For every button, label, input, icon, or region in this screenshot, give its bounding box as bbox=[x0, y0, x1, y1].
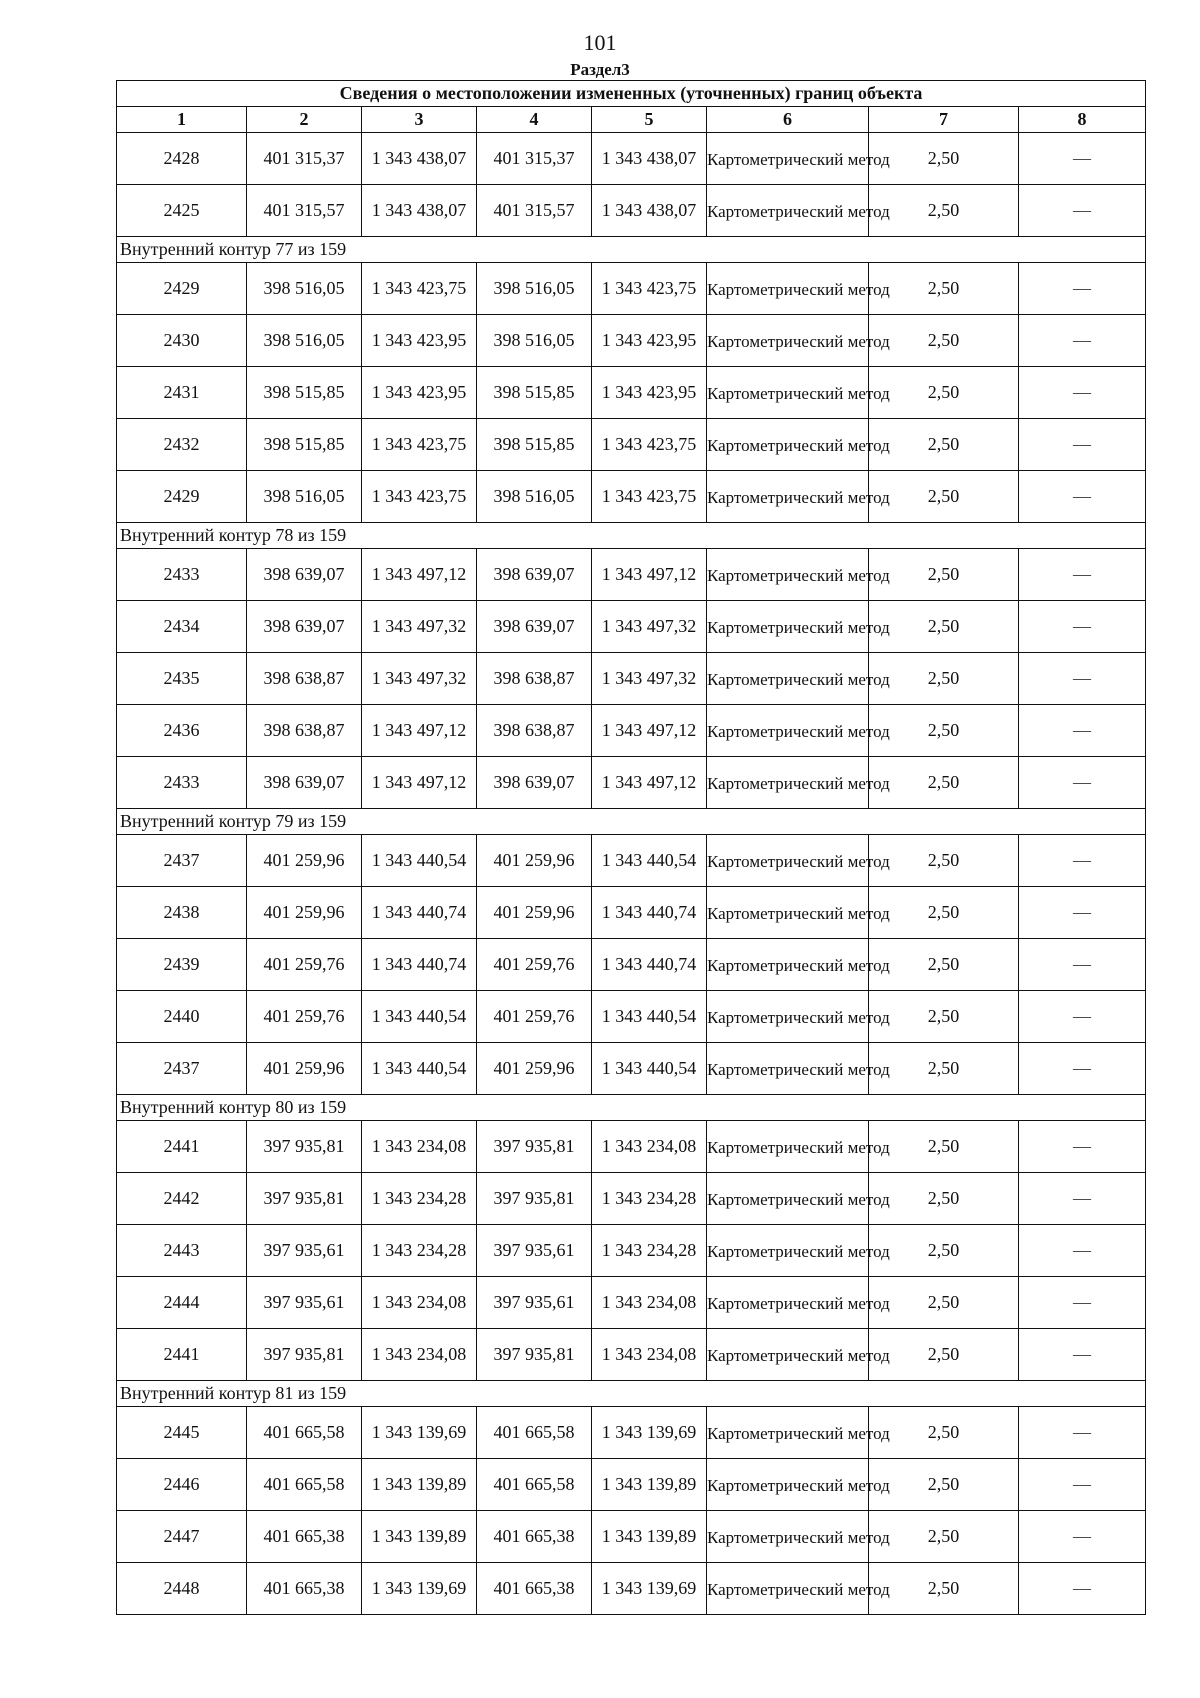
x-coordinate-cell: 401 665,58 bbox=[247, 1407, 362, 1459]
x-coordinate-new-cell: 398 516,05 bbox=[477, 263, 592, 315]
method-cell: Картометрический метод bbox=[707, 835, 869, 887]
x-coordinate-cell: 401 259,76 bbox=[247, 991, 362, 1043]
table-row bbox=[117, 653, 1146, 705]
method-cell: Картометрический метод bbox=[707, 263, 869, 315]
point-number-cell: 2425 bbox=[117, 185, 247, 237]
description-cell: — bbox=[1019, 991, 1146, 1043]
x-coordinate-new-cell: 401 259,96 bbox=[477, 887, 592, 939]
y-coordinate-new-cell: 1 343 423,95 bbox=[592, 367, 707, 419]
x-coordinate-new-cell: 398 639,07 bbox=[477, 757, 592, 809]
description-cell: — bbox=[1019, 757, 1146, 809]
table-row bbox=[117, 315, 1146, 367]
description-cell: — bbox=[1019, 367, 1146, 419]
precision-cell: 2,50 bbox=[869, 1121, 1019, 1173]
point-number-cell: 2436 bbox=[117, 705, 247, 757]
table-row bbox=[117, 1511, 1146, 1563]
y-coordinate-new-cell: 1 343 139,69 bbox=[592, 1407, 707, 1459]
precision-cell: 2,50 bbox=[869, 1043, 1019, 1095]
x-coordinate-cell: 397 935,61 bbox=[247, 1225, 362, 1277]
point-number-cell: 2439 bbox=[117, 939, 247, 991]
y-coordinate-cell: 1 343 440,54 bbox=[362, 835, 477, 887]
method-cell: Картометрический метод bbox=[707, 601, 869, 653]
contour-heading-row bbox=[117, 809, 1146, 835]
x-coordinate-cell: 398 515,85 bbox=[247, 367, 362, 419]
point-number-cell: 2443 bbox=[117, 1225, 247, 1277]
column-header: 6 bbox=[707, 107, 869, 133]
precision-cell: 2,50 bbox=[869, 835, 1019, 887]
method-cell: Картометрический метод bbox=[707, 1407, 869, 1459]
y-coordinate-new-cell: 1 343 423,75 bbox=[592, 419, 707, 471]
contour-heading: Внутренний контур 80 из 159 bbox=[117, 1095, 1146, 1121]
point-number-cell: 2441 bbox=[117, 1121, 247, 1173]
description-cell: — bbox=[1019, 1329, 1146, 1381]
contour-heading-row bbox=[117, 523, 1146, 549]
x-coordinate-new-cell: 401 665,58 bbox=[477, 1459, 592, 1511]
method-cell: Картометрический метод bbox=[707, 1511, 869, 1563]
description-cell: — bbox=[1019, 705, 1146, 757]
y-coordinate-new-cell: 1 343 440,54 bbox=[592, 1043, 707, 1095]
precision-cell: 2,50 bbox=[869, 315, 1019, 367]
x-coordinate-new-cell: 398 515,85 bbox=[477, 367, 592, 419]
x-coordinate-new-cell: 401 315,57 bbox=[477, 185, 592, 237]
y-coordinate-new-cell: 1 343 234,08 bbox=[592, 1329, 707, 1381]
x-coordinate-new-cell: 401 665,38 bbox=[477, 1511, 592, 1563]
y-coordinate-cell: 1 343 438,07 bbox=[362, 185, 477, 237]
description-cell: — bbox=[1019, 939, 1146, 991]
point-number-cell: 2430 bbox=[117, 315, 247, 367]
x-coordinate-new-cell: 397 935,81 bbox=[477, 1121, 592, 1173]
table-row bbox=[117, 133, 1146, 185]
method-cell: Картометрический метод bbox=[707, 1563, 869, 1615]
description-cell: — bbox=[1019, 1563, 1146, 1615]
y-coordinate-new-cell: 1 343 440,54 bbox=[592, 835, 707, 887]
point-number-cell: 2435 bbox=[117, 653, 247, 705]
precision-cell: 2,50 bbox=[869, 133, 1019, 185]
y-coordinate-new-cell: 1 343 234,28 bbox=[592, 1225, 707, 1277]
x-coordinate-cell: 398 639,07 bbox=[247, 601, 362, 653]
precision-cell: 2,50 bbox=[869, 1173, 1019, 1225]
y-coordinate-cell: 1 343 497,12 bbox=[362, 705, 477, 757]
y-coordinate-cell: 1 343 497,12 bbox=[362, 757, 477, 809]
table-row bbox=[117, 419, 1146, 471]
y-coordinate-cell: 1 343 423,75 bbox=[362, 471, 477, 523]
description-cell: — bbox=[1019, 601, 1146, 653]
x-coordinate-cell: 398 638,87 bbox=[247, 653, 362, 705]
x-coordinate-new-cell: 401 259,76 bbox=[477, 991, 592, 1043]
y-coordinate-new-cell: 1 343 423,75 bbox=[592, 471, 707, 523]
x-coordinate-new-cell: 397 935,61 bbox=[477, 1225, 592, 1277]
y-coordinate-new-cell: 1 343 440,54 bbox=[592, 991, 707, 1043]
x-coordinate-new-cell: 401 259,96 bbox=[477, 835, 592, 887]
contour-heading-row bbox=[117, 1381, 1146, 1407]
x-coordinate-new-cell: 401 665,38 bbox=[477, 1563, 592, 1615]
description-cell: — bbox=[1019, 315, 1146, 367]
table-row bbox=[117, 367, 1146, 419]
description-cell: — bbox=[1019, 185, 1146, 237]
precision-cell: 2,50 bbox=[869, 263, 1019, 315]
method-cell: Картометрический метод bbox=[707, 653, 869, 705]
description-cell: — bbox=[1019, 471, 1146, 523]
x-coordinate-cell: 398 639,07 bbox=[247, 549, 362, 601]
precision-cell: 2,50 bbox=[869, 419, 1019, 471]
y-coordinate-cell: 1 343 423,75 bbox=[362, 263, 477, 315]
y-coordinate-new-cell: 1 343 139,89 bbox=[592, 1459, 707, 1511]
method-cell: Картометрический метод bbox=[707, 939, 869, 991]
x-coordinate-new-cell: 398 638,87 bbox=[477, 653, 592, 705]
table-row bbox=[117, 835, 1146, 887]
x-coordinate-new-cell: 397 935,61 bbox=[477, 1277, 592, 1329]
x-coordinate-new-cell: 398 516,05 bbox=[477, 315, 592, 367]
contour-heading: Внутренний контур 78 из 159 bbox=[117, 523, 1146, 549]
table-row bbox=[117, 263, 1146, 315]
table-row bbox=[117, 757, 1146, 809]
x-coordinate-cell: 401 259,96 bbox=[247, 1043, 362, 1095]
y-coordinate-cell: 1 343 497,32 bbox=[362, 601, 477, 653]
x-coordinate-cell: 401 259,96 bbox=[247, 887, 362, 939]
y-coordinate-cell: 1 343 234,08 bbox=[362, 1329, 477, 1381]
description-cell: — bbox=[1019, 887, 1146, 939]
x-coordinate-cell: 401 665,58 bbox=[247, 1459, 362, 1511]
method-cell: Картометрический метод bbox=[707, 1173, 869, 1225]
precision-cell: 2,50 bbox=[869, 705, 1019, 757]
y-coordinate-cell: 1 343 497,32 bbox=[362, 653, 477, 705]
y-coordinate-cell: 1 343 234,28 bbox=[362, 1225, 477, 1277]
method-cell: Картометрический метод bbox=[707, 887, 869, 939]
contour-heading: Внутренний контур 77 из 159 bbox=[117, 237, 1146, 263]
x-coordinate-cell: 397 935,81 bbox=[247, 1329, 362, 1381]
x-coordinate-cell: 401 315,57 bbox=[247, 185, 362, 237]
column-header: 1 bbox=[117, 107, 247, 133]
method-cell: Картометрический метод bbox=[707, 1121, 869, 1173]
y-coordinate-cell: 1 343 139,69 bbox=[362, 1563, 477, 1615]
precision-cell: 2,50 bbox=[869, 185, 1019, 237]
point-number-cell: 2441 bbox=[117, 1329, 247, 1381]
description-cell: — bbox=[1019, 549, 1146, 601]
table-row bbox=[117, 1329, 1146, 1381]
y-coordinate-new-cell: 1 343 497,32 bbox=[592, 601, 707, 653]
precision-cell: 2,50 bbox=[869, 1277, 1019, 1329]
column-header: 3 bbox=[362, 107, 477, 133]
x-coordinate-new-cell: 398 639,07 bbox=[477, 549, 592, 601]
precision-cell: 2,50 bbox=[869, 887, 1019, 939]
x-coordinate-new-cell: 401 259,76 bbox=[477, 939, 592, 991]
x-coordinate-cell: 398 516,05 bbox=[247, 263, 362, 315]
x-coordinate-cell: 401 665,38 bbox=[247, 1563, 362, 1615]
x-coordinate-cell: 401 315,37 bbox=[247, 133, 362, 185]
x-coordinate-new-cell: 398 638,87 bbox=[477, 705, 592, 757]
contour-heading: Внутренний контур 81 из 159 bbox=[117, 1381, 1146, 1407]
y-coordinate-new-cell: 1 343 139,89 bbox=[592, 1511, 707, 1563]
description-cell: — bbox=[1019, 1173, 1146, 1225]
y-coordinate-cell: 1 343 497,12 bbox=[362, 549, 477, 601]
precision-cell: 2,50 bbox=[869, 757, 1019, 809]
y-coordinate-cell: 1 343 234,28 bbox=[362, 1173, 477, 1225]
table-row bbox=[117, 1043, 1146, 1095]
point-number-cell: 2446 bbox=[117, 1459, 247, 1511]
description-cell: — bbox=[1019, 419, 1146, 471]
x-coordinate-new-cell: 398 639,07 bbox=[477, 601, 592, 653]
point-number-cell: 2448 bbox=[117, 1563, 247, 1615]
table-row bbox=[117, 887, 1146, 939]
y-coordinate-new-cell: 1 343 497,32 bbox=[592, 653, 707, 705]
y-coordinate-cell: 1 343 234,08 bbox=[362, 1277, 477, 1329]
method-cell: Картометрический метод bbox=[707, 1043, 869, 1095]
x-coordinate-cell: 397 935,61 bbox=[247, 1277, 362, 1329]
point-number-cell: 2445 bbox=[117, 1407, 247, 1459]
y-coordinate-new-cell: 1 343 423,75 bbox=[592, 263, 707, 315]
x-coordinate-new-cell: 401 665,58 bbox=[477, 1407, 592, 1459]
description-cell: — bbox=[1019, 1225, 1146, 1277]
table-row bbox=[117, 549, 1146, 601]
description-cell: — bbox=[1019, 133, 1146, 185]
x-coordinate-new-cell: 397 935,81 bbox=[477, 1329, 592, 1381]
method-cell: Картометрический метод bbox=[707, 1459, 869, 1511]
column-header: 8 bbox=[1019, 107, 1146, 133]
x-coordinate-cell: 397 935,81 bbox=[247, 1173, 362, 1225]
y-coordinate-new-cell: 1 343 497,12 bbox=[592, 705, 707, 757]
point-number-cell: 2437 bbox=[117, 835, 247, 887]
point-number-cell: 2440 bbox=[117, 991, 247, 1043]
point-number-cell: 2433 bbox=[117, 757, 247, 809]
x-coordinate-cell: 398 516,05 bbox=[247, 315, 362, 367]
method-cell: Картометрический метод bbox=[707, 419, 869, 471]
point-number-cell: 2438 bbox=[117, 887, 247, 939]
precision-cell: 2,50 bbox=[869, 991, 1019, 1043]
table-row bbox=[117, 1459, 1146, 1511]
x-coordinate-new-cell: 401 315,37 bbox=[477, 133, 592, 185]
point-number-cell: 2437 bbox=[117, 1043, 247, 1095]
table-row bbox=[117, 1563, 1146, 1615]
y-coordinate-new-cell: 1 343 423,95 bbox=[592, 315, 707, 367]
column-header: 4 bbox=[477, 107, 592, 133]
y-coordinate-cell: 1 343 440,74 bbox=[362, 939, 477, 991]
x-coordinate-cell: 397 935,81 bbox=[247, 1121, 362, 1173]
x-coordinate-cell: 401 665,38 bbox=[247, 1511, 362, 1563]
table-row bbox=[117, 991, 1146, 1043]
description-cell: — bbox=[1019, 1459, 1146, 1511]
contour-heading-row bbox=[117, 1095, 1146, 1121]
description-cell: — bbox=[1019, 1121, 1146, 1173]
method-cell: Картометрический метод bbox=[707, 185, 869, 237]
precision-cell: 2,50 bbox=[869, 549, 1019, 601]
y-coordinate-cell: 1 343 139,89 bbox=[362, 1511, 477, 1563]
point-number-cell: 2434 bbox=[117, 601, 247, 653]
y-coordinate-new-cell: 1 343 497,12 bbox=[592, 757, 707, 809]
contour-heading: Внутренний контур 79 из 159 bbox=[117, 809, 1146, 835]
point-number-cell: 2429 bbox=[117, 471, 247, 523]
x-coordinate-cell: 398 639,07 bbox=[247, 757, 362, 809]
method-cell: Картометрический метод bbox=[707, 471, 869, 523]
point-number-cell: 2431 bbox=[117, 367, 247, 419]
y-coordinate-cell: 1 343 139,69 bbox=[362, 1407, 477, 1459]
y-coordinate-cell: 1 343 234,08 bbox=[362, 1121, 477, 1173]
method-cell: Картометрический метод bbox=[707, 367, 869, 419]
x-coordinate-cell: 398 515,85 bbox=[247, 419, 362, 471]
method-cell: Картометрический метод bbox=[707, 315, 869, 367]
column-number-row bbox=[117, 107, 1146, 133]
description-cell: — bbox=[1019, 263, 1146, 315]
point-number-cell: 2429 bbox=[117, 263, 247, 315]
precision-cell: 2,50 bbox=[869, 471, 1019, 523]
table-row bbox=[117, 1225, 1146, 1277]
table-row bbox=[117, 1277, 1146, 1329]
precision-cell: 2,50 bbox=[869, 1563, 1019, 1615]
point-number-cell: 2428 bbox=[117, 133, 247, 185]
table-body bbox=[117, 133, 1146, 1615]
x-coordinate-cell: 401 259,76 bbox=[247, 939, 362, 991]
point-number-cell: 2444 bbox=[117, 1277, 247, 1329]
method-cell: Картометрический метод bbox=[707, 133, 869, 185]
precision-cell: 2,50 bbox=[869, 1225, 1019, 1277]
y-coordinate-cell: 1 343 423,95 bbox=[362, 367, 477, 419]
coordinates-table bbox=[116, 80, 1146, 1615]
x-coordinate-new-cell: 398 516,05 bbox=[477, 471, 592, 523]
precision-cell: 2,50 bbox=[869, 367, 1019, 419]
precision-cell: 2,50 bbox=[869, 939, 1019, 991]
y-coordinate-cell: 1 343 423,75 bbox=[362, 419, 477, 471]
x-coordinate-new-cell: 401 259,96 bbox=[477, 1043, 592, 1095]
point-number-cell: 2442 bbox=[117, 1173, 247, 1225]
method-cell: Картометрический метод bbox=[707, 991, 869, 1043]
y-coordinate-cell: 1 343 139,89 bbox=[362, 1459, 477, 1511]
table-row bbox=[117, 601, 1146, 653]
description-cell: — bbox=[1019, 1043, 1146, 1095]
table-row bbox=[117, 1407, 1146, 1459]
column-header: 2 bbox=[247, 107, 362, 133]
y-coordinate-new-cell: 1 343 440,74 bbox=[592, 939, 707, 991]
y-coordinate-new-cell: 1 343 234,28 bbox=[592, 1173, 707, 1225]
description-cell: — bbox=[1019, 835, 1146, 887]
precision-cell: 2,50 bbox=[869, 1329, 1019, 1381]
method-cell: Картометрический метод bbox=[707, 757, 869, 809]
page-number: 101 bbox=[583, 30, 617, 55]
contour-heading-row bbox=[117, 237, 1146, 263]
y-coordinate-new-cell: 1 343 234,08 bbox=[592, 1277, 707, 1329]
method-cell: Картометрический метод bbox=[707, 549, 869, 601]
y-coordinate-cell: 1 343 440,54 bbox=[362, 1043, 477, 1095]
x-coordinate-cell: 398 638,87 bbox=[247, 705, 362, 757]
x-coordinate-cell: 401 259,96 bbox=[247, 835, 362, 887]
x-coordinate-new-cell: 398 515,85 bbox=[477, 419, 592, 471]
y-coordinate-cell: 1 343 438,07 bbox=[362, 133, 477, 185]
y-coordinate-cell: 1 343 440,54 bbox=[362, 991, 477, 1043]
description-cell: — bbox=[1019, 1407, 1146, 1459]
column-header: 5 bbox=[592, 107, 707, 133]
x-coordinate-new-cell: 397 935,81 bbox=[477, 1173, 592, 1225]
description-cell: — bbox=[1019, 653, 1146, 705]
table-row bbox=[117, 1173, 1146, 1225]
table-title: Сведения о местоположении измененных (уточненных) границ объекта bbox=[117, 81, 1146, 107]
point-number-cell: 2447 bbox=[117, 1511, 247, 1563]
x-coordinate-cell: 398 516,05 bbox=[247, 471, 362, 523]
y-coordinate-new-cell: 1 343 139,69 bbox=[592, 1563, 707, 1615]
table-row bbox=[117, 185, 1146, 237]
table-row bbox=[117, 705, 1146, 757]
method-cell: Картометрический метод bbox=[707, 705, 869, 757]
method-cell: Картометрический метод bbox=[707, 1225, 869, 1277]
y-coordinate-new-cell: 1 343 497,12 bbox=[592, 549, 707, 601]
section-title: Раздел3 bbox=[570, 60, 630, 79]
method-cell: Картометрический метод bbox=[707, 1329, 869, 1381]
precision-cell: 2,50 bbox=[869, 601, 1019, 653]
method-cell: Картометрический метод bbox=[707, 1277, 869, 1329]
point-number-cell: 2433 bbox=[117, 549, 247, 601]
table-row bbox=[117, 1121, 1146, 1173]
precision-cell: 2,50 bbox=[869, 1407, 1019, 1459]
description-cell: — bbox=[1019, 1511, 1146, 1563]
y-coordinate-cell: 1 343 423,95 bbox=[362, 315, 477, 367]
y-coordinate-new-cell: 1 343 438,07 bbox=[592, 185, 707, 237]
precision-cell: 2,50 bbox=[869, 653, 1019, 705]
table-row bbox=[117, 471, 1146, 523]
column-header: 7 bbox=[869, 107, 1019, 133]
precision-cell: 2,50 bbox=[869, 1459, 1019, 1511]
y-coordinate-new-cell: 1 343 438,07 bbox=[592, 133, 707, 185]
description-cell: — bbox=[1019, 1277, 1146, 1329]
table-row bbox=[117, 939, 1146, 991]
point-number-cell: 2432 bbox=[117, 419, 247, 471]
precision-cell: 2,50 bbox=[869, 1511, 1019, 1563]
y-coordinate-new-cell: 1 343 234,08 bbox=[592, 1121, 707, 1173]
y-coordinate-cell: 1 343 440,74 bbox=[362, 887, 477, 939]
y-coordinate-new-cell: 1 343 440,74 bbox=[592, 887, 707, 939]
